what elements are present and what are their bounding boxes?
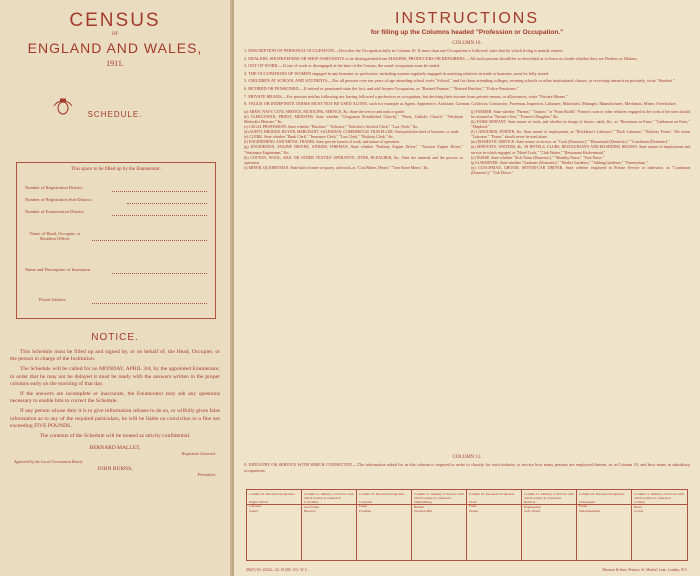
instruction-paragraph: 1. DESCRIPTION OF PERSONAL OCCUPATION.—Describe the Occupation fully in Column 10. If more than one Occupation is followed, state that by which living is mainly earned.: [244, 48, 564, 53]
occupation-example: (g) ENGINEMAN, ENGINE DRIVER, STOKER, FIREMAN. State whether "Railway Engine Driver," "Traction Engine Driver," "Stationary Engineman," &c.: [244, 145, 463, 155]
enumerator-box-title: This space to be filled up by the Enumerator.: [71, 167, 161, 172]
table-cell: Joiner: [359, 504, 368, 509]
table-column: [412, 490, 467, 560]
table-cell: Builder: [414, 504, 425, 509]
instruction-paragraph: 8. VAGUE OR INDEFINITE TERMS MUST NOT BE USED ALONE, such for example as Agent, Apprentice, Assistant, Carman, Collector, Contractor, Foreman, Inspector, Labourer, Machinist, Manager, Manufacturer, Mechanic, Miner, Overlooker.: [244, 101, 677, 107]
instructions-subtitle: for filling up the Columns headed "Profession or Occupation.": [370, 29, 564, 36]
occupation-example: (b) CLERGYMAN, PRIEST, MINISTER. State whether "Clergyman (Established Church)," "Priest, Catholic Church," "Wesleyan Methodist Minister," &c.: [244, 114, 463, 124]
notice-paragraph: If the answers are incomplete or inaccurate, the Enumerator may ask any questions necessary to enable him to correct the Schedule.: [10, 391, 220, 405]
occupation-example: (o) NURSE. State whether "Sick Nurse (Domestic)," "Monthly Nurse," "Sick Nurse.": [471, 155, 605, 160]
table-cell: Labourer: [249, 504, 262, 509]
table-cell: Clerk: [469, 500, 477, 505]
census-of: OF: [111, 32, 119, 37]
notice-section: [0, 330, 230, 477]
head-name-label: Name of Head, Occupier, or Resident Officer: [29, 231, 81, 241]
table-header: Column 10. Personal Occupation.: [249, 492, 295, 496]
instruction-paragraphs: [234, 48, 700, 107]
institution-line[interactable]: [112, 272, 207, 274]
table-cell: Stoker: [249, 508, 258, 513]
occupation-example: (l) LABOURER, PORTER, &c. State nature of employment, as "Bricklayer's Labourer," "Dock Labourer," "Railway Porter." The terms "Labourer," "Porter," should never be used alone.: [471, 130, 690, 140]
registrar-signature: BERNARD MALLET,: [89, 445, 141, 452]
occupation-examples: [244, 110, 690, 176]
table-cell: Storekeeper: [579, 500, 596, 505]
census-year: 1911.: [106, 59, 124, 68]
examples-table: [246, 489, 688, 561]
table-cell: Engineering: [524, 504, 541, 509]
enumerator-box: [16, 162, 216, 319]
table-header: Column 10. Personal Occupation.: [469, 492, 515, 496]
table-cell: Coal Mine: [304, 500, 319, 505]
occupation-example: (k) FARM SERVANT. State nature of work, and whether in charge of horses, cattle, &c., as "Horseman on Farm," "Cattleman on Farm," "Shepherd.": [471, 119, 690, 130]
table-header: Column 10. Personal Occupation.: [579, 492, 625, 496]
instructions-page: [234, 0, 700, 576]
notice-title: NOTICE.: [91, 332, 139, 343]
registration-subdistrict-label: Number of Registration Sub-District.: [25, 197, 92, 202]
instruction-paragraph: 3. OUT OF WORK.—If out of work or disengaged at the time of the Census, the usual occupation must be stated.: [244, 63, 441, 69]
registration-district-line[interactable]: [112, 190, 207, 192]
column11-heading: COLUMN 11.: [452, 455, 482, 460]
instruction-paragraph: 2. DEALERS, SHOPKEEPERS OR SHOP ASSISTANTS to be distinguished from MAKERS, PRODUCERS OR REPAIRERS.—All such persons should be so described as to leave no doubt whether they are Dealers or Makers.: [244, 55, 638, 61]
occupation-example: (d) AGENT, BROKER, BUYER, MERCHANT, SALESMAN, COMMERCIAL TRAVELLER. State particular kind of business, or trade.: [244, 130, 460, 135]
occupation-examples-right: [471, 110, 690, 176]
printer-credit: Harrison & Sons, Printers, St. Martin's Lane, London, W.C.: [602, 568, 688, 572]
occupation-example: (h) COTTON, WOOL, SILK OR OTHER TEXTILE OPERATIVE, DYER, BLEACHER, &c. State the material and the process or operation.: [244, 155, 463, 165]
table-cell: Brewery: [304, 508, 316, 513]
table-cell: Shipbuilding: [414, 500, 432, 505]
approval-note: Approved by the Local Government Board,: [14, 459, 83, 465]
enumeration-district-line[interactable]: [112, 214, 207, 216]
president-role: President.: [197, 472, 216, 478]
table-cell: Woollen Mill: [414, 508, 433, 513]
page-footer: [246, 568, 688, 572]
occupation-example: (j) FARMER. State whether "Farmer," "Grazier," or "Farm Bailiff." Farmer's sons or other relatives engaged in the work of the farm should be returned as "Farmer's Son," "Farmer's Daughter," &c.: [471, 109, 690, 119]
notice-paragraph: The Schedule will be called for on MONDAY, APRIL 3rd, by the appointed Enumerator, in order that he may not be delayed it must be ready with the answers written in the proper columns early on the morning of that day.: [10, 366, 220, 387]
notice-paragraph: The contents of the Schedule will be treated as strictly confidential.: [39, 433, 191, 440]
table-cell: Packer: [469, 508, 479, 513]
table-cell: Warehouseman: [579, 508, 600, 513]
occupation-example: (e) CLERK. State whether "Bank Clerk," "Insurance Clerk," "Law Clerk," "Railway Clerk," &c.: [244, 135, 395, 140]
table-column: [357, 490, 412, 560]
table-column: [632, 490, 687, 560]
postal-address-line[interactable]: [92, 302, 207, 304]
table-cell: Fitter: [469, 504, 477, 509]
table-column: [467, 490, 522, 560]
registration-district-label: Number of Registration District.: [25, 185, 84, 190]
table-cell: Colliery: [634, 500, 646, 505]
schedule-cover-page: [0, 0, 232, 576]
occupation-example: (f) ENGINEERING AND METAL TRADES. State precise branch of work, and nature of operation.: [244, 140, 400, 145]
occupation-example: (i) MINER, QUARRYMAN. State kind of mine or quarry, and work, as "Coal Miner, Hewer," "Iron Stone Miner," &c.: [244, 165, 430, 170]
table-cell: Carpenter: [359, 500, 373, 505]
column11-text: 9. INDUSTRY OR SERVICE WITH WHICH CONNECTED.—The information asked for in this column is required in order to classify for each industry or service how many persons are employed therein, as in Column 10, and how many in subsidiary occupations.: [244, 462, 690, 473]
occupation-example: (n) SERVANTS, WAITERS, &c. IN HOTELS, CLUBS, RESTAURANTS AND BOARDING HOUSES. State nature of employment and service in which engaged, as "Hotel Cook," "Club Waiter," "Restaurant Kitchenmaid.": [471, 145, 690, 155]
instructions-title: INSTRUCTIONS: [395, 10, 539, 27]
registration-subdistrict-line[interactable]: [127, 202, 207, 204]
table-cell: Hotel: [634, 504, 642, 509]
column11-section: [234, 450, 700, 475]
table-cell: Cotton: [634, 508, 644, 513]
column10-heading: COLUMN 10.: [452, 41, 482, 46]
postal-address-label: Postal Address: [39, 297, 66, 302]
table-column: [247, 490, 302, 560]
royal-crest-icon: [52, 98, 74, 116]
occupation-example: (q) COACHMAN, GROOM, MOTOR-CAR DRIVER. State whether employed in Private Service or otherwise, as "Coachman (Domestic)," "Cab Driver.": [471, 165, 690, 175]
table-header: Column 11. Industry or Service with which worker is connected.: [304, 492, 354, 501]
registrar-role: Registrar-General.: [181, 451, 216, 457]
notice-paragraph: This Schedule must be filled up and signed by, or on behalf of, the Head, Occupier, or the person in charge of the Institution.: [10, 349, 220, 363]
table-cell: Gas Works: [304, 504, 319, 509]
schedule-heading: SCHEDULE.: [87, 110, 143, 119]
instruction-paragraph: 5. CHILDREN AT SCHOOL AND STUDENTS.—For all persons over ten years of age attending school write "School," and for those attending colleges, evening schools or other institutional classes, or receiving instruction privately, write "Student.": [244, 78, 675, 84]
census-title: CENSUS: [69, 10, 161, 31]
country-title: ENGLAND AND WALES,: [27, 40, 203, 56]
instruction-paragraph: 7. PRIVATE MEANS.—For persons neither following nor having followed a profession or occupation, but deriving their income from private means, or allowances, write "Private Means.": [244, 93, 568, 99]
occupation-example: (p) GARDENER. State whether "Gardener (Domestic)," "Market Gardener," "Jobbing Gardener," "Nurseryman.": [471, 160, 648, 165]
notice-paragraph: If any person whose duty it is to give information refuses to do so, or wilfully gives false information as to any of the required particulars, he will be liable on conviction to a fine not exceeding FIVE POUNDS.: [10, 408, 220, 429]
table-header: Column 11. Industry or Service with which worker is connected.: [524, 492, 574, 501]
table-cell: Porter: [579, 504, 588, 509]
institution-label: Name and Description of Institution: [25, 267, 90, 272]
occupation-example: (m) DOMESTIC SERVICE. State nature of service, as "Cook (Domestic)," "Housemaid (Domestic)," "Coachman (Domestic).": [471, 140, 670, 145]
instruction-paragraph: 6. RETIRED OR PENSIONED.—If retired or pensioned state the fact, and add former Occupation, as "Retired Farmer," "Retired Butcher," "Police Pensioner.": [244, 85, 519, 91]
table-cell: Engine Driver: [249, 500, 269, 505]
occupation-example: (a) ARMY, NAVY, CIVIL SERVICE, MUNICIPAL SERVICE, &c. State the service and rank or grade.: [244, 109, 405, 114]
enumeration-district-label: Number of Enumeration District.: [25, 209, 85, 214]
print-reference: (8047) Wt. 25224—32. 10,000. 1/11. W. L.: [246, 568, 309, 572]
table-cell: Foreman: [359, 508, 372, 513]
table-column: [302, 490, 357, 560]
table-header: Column 10. Personal Occupation.: [359, 492, 405, 496]
table-header: Column 11. Industry or Service with which worker is connected.: [634, 492, 684, 501]
occupation-examples-left: [244, 110, 463, 176]
occupation-example: (c) LEGAL PROFESSION. State whether "Barrister," "Solicitor," "Solicitor's Articled Clerk," "Law Clerk," &c.: [244, 125, 419, 130]
table-column: [522, 490, 577, 560]
table-header: Column 11. Industry or Service with which worker is connected.: [414, 492, 464, 501]
table-cell: Soap Works: [524, 508, 541, 513]
head-name-line[interactable]: [92, 239, 207, 241]
table-column: [577, 490, 632, 560]
table-cell: Railway: [524, 500, 536, 505]
instruction-paragraph: 4. THE OCCUPATIONS OF WOMEN engaged in any business or profession, including women regularly engaged in assisting relatives in trade or business, must be fully stated.: [244, 70, 549, 76]
president-signature: JOHN BURNS,: [97, 466, 133, 473]
